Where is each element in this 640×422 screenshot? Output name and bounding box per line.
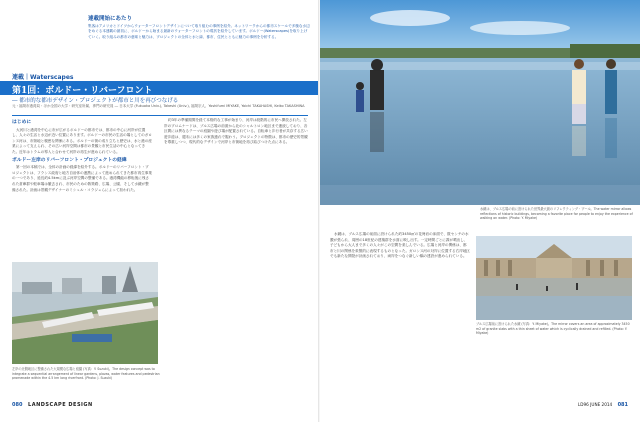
section-heading-background: ボルドー左岸のリバーフロント・プロジェクトの経緯 bbox=[12, 157, 127, 163]
column-1 bbox=[12, 118, 152, 258]
footer-right bbox=[578, 402, 628, 408]
place-de-la-bourse-photo bbox=[476, 236, 632, 320]
page-number-right: 081 bbox=[617, 402, 628, 408]
column-3 bbox=[330, 232, 470, 400]
paragraph-intro: 大河川と港湾を中心に市が広がるボルドーの都市では、都市の中心に河岸が位置し、人々の生活と水辺が近い位置にあります。ボルドーの市民の生活の場としてのガロンヌ河は、市街地と親密な関係にある。ボルドーの街の成り立ちと歴史は、水と港の産業によって支えられ、その広い河岸空間は都市の景観と市民生活の中心となってきた。近年はトラムの導入と合わせて河岸の再生が進められている。 bbox=[12, 127, 152, 154]
series-intro-text: 集客はアメリカとドイツからウォーターフロントデザインについて取り組むの事例を紹介。ネットワークからの都市スケールで多様な水辺をめぐる本連載の最初に、ボルドーから始まる最新のウォーターフロントの現状を紹介しています。ボルドー(Waterscapes)を取り上げていく。取り組みの都市の意味と魅力は、プロジェクトの全体と水と緑、都市、住民とともに魅力の事例を分析する。 bbox=[88, 24, 310, 39]
caption-left-photo: 左岸の北側地区に整備された大規模な広場と庭園 (写真：Y. Suzuki)。The design concept was to integrate a sequential arrangement of linear gardens, plazas, water features and pedestrian promenade within the 4.5 km long riverfront. (Photo: J. Suzuki) bbox=[12, 367, 160, 381]
paragraph-col2: 約3年の準備期間を経て本格的な工事が始まり、河岸は段階的に市民へ開放された。左岸のプロムナードは、ブルス広場の前面から北のシャルトロン地区まで連続しており、各区間には異なるテーマの庭園や遊び場が配置されている。自転車と歩行者が共存する広い遊歩道は、週末には多くの家族連れで賑わう。プロジェクトの特徴は、都市の歴史的景観を尊重しつつ、現代的なデザインで河岸と市街地を再び結びつけた点にある。 bbox=[164, 118, 308, 145]
paragraph-background: 第一回の本稿では、全体の計画の経緯を紹介する。ボルドーのリバーフロント・プロジェクトは、フランス政府と地方自治体の連携によって進められてきた都市再生事業の一つであり、延長約4.5kmに及ぶ河岸空間の整備である。港湾機能の移転後に残された倉庫群や駐車場は撤去され、市民のための散策路、広場、公園、そして水鏡が整備された。計画は景観デザイナーのミシェル・コラジュらによって担われた。 bbox=[12, 165, 152, 192]
page-number-left: 080 bbox=[12, 402, 23, 408]
article-title: 第1回：ボルドー・リバーフロント bbox=[12, 86, 153, 96]
column-2 bbox=[164, 118, 310, 398]
series-intro-heading: 連載開始にあたり bbox=[88, 16, 133, 22]
article-subtitle: ― 都市的な都市デザイン・プロジェクトが都市と川を再びつなげる bbox=[12, 98, 179, 104]
right-page bbox=[320, 0, 640, 422]
series-intro-box bbox=[88, 14, 310, 64]
section-heading-intro: はじめに bbox=[12, 120, 32, 125]
water-mirror-photo bbox=[320, 0, 640, 205]
caption-water-mirror: 水鏡は、ブルス広場の前に設けられた世界最大級のリフレクティング・プール。The water mirror allows reflections of historic buildings, becoming a favorite place for people to enjoy the experience of walking on water. (Photo: Y. Miyake) bbox=[480, 207, 633, 221]
article-authors: 元・福岡市港湾局・ほか全国の大学・研究室所属、専門の研究員 ― 日本大学 (Fukuoka Univ.), Takeshi (Univ.), 福岡宗人、Yoshifumi MIYAKE, Yoichi TAKAHASHI, Keiko TAKASHINA bbox=[12, 104, 305, 108]
aerial-riverfront-photo bbox=[12, 262, 158, 364]
series-rubric: 連載｜Waterscapes bbox=[12, 74, 74, 81]
paragraph-col3: 水鏡は、ブルス広場の前面に設けられた約3450㎡の花崗岩の床面で、数センチの水膜が張られ、周囲の18世紀の建築群を水面に映し出す。一定時間ごとに霧が噴出し、子どもから大人まで多くの人々がこの空間を楽しんでいる。広場と河岸の関係は、都市と川の関係を象徴的に表現するものとなった。ガロンヌ河の対岸に位置する右岸地区でも新たな開発が計画されており、両岸をつなぐ新しい橋の建設が進められている。 bbox=[330, 232, 470, 259]
footer-left bbox=[12, 402, 93, 408]
header-divider bbox=[12, 115, 308, 116]
magazine-name: LANDSCAPE DESIGN bbox=[28, 402, 93, 408]
issue-label: LD96 JUNE 2014 bbox=[577, 402, 613, 407]
caption-bourse-photo: ブルス広場前に設けられた水鏡 (写真：Y. Miyake)。The mirror covers an area of approximately 3450 m2 of granite slabs with a thin sheet of water which is cyclically drained and refilled. (Photo: Y. Miyake) bbox=[476, 322, 630, 336]
